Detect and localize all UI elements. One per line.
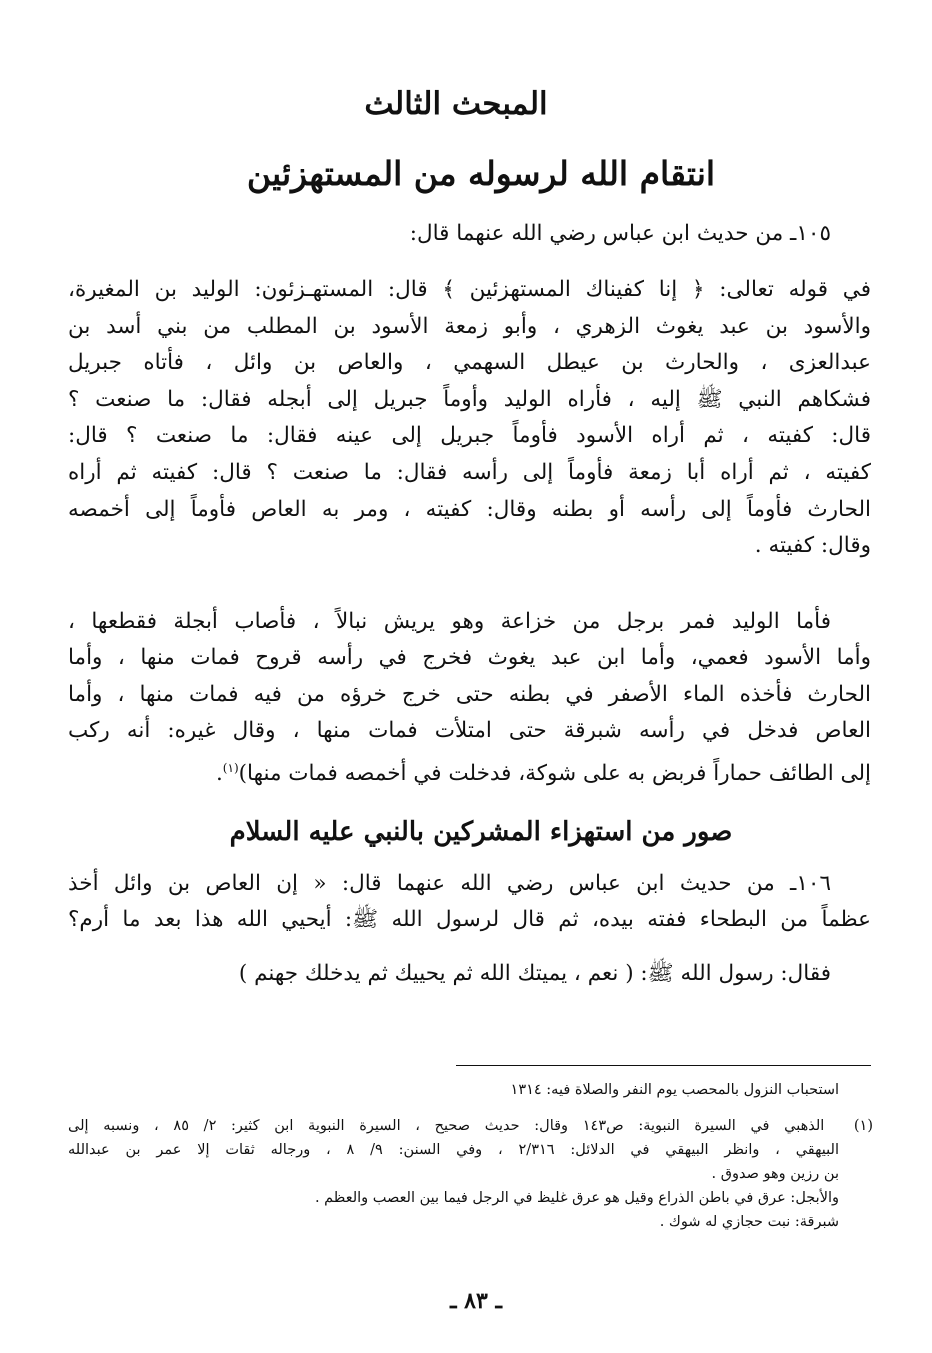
footnote-1-line: البيهقي ، وانظر البيهقي في الدلائل: ٢/٣١٦ ، وفي السنن: ٩/ ٨ ، ورجاله ثقات إلا عمر بن عبدالله — [68, 1142, 839, 1158]
hadith-105-line: فشكاهم النبي ﷺ إليه ، فأراه الوليد وأوماً جبريل إلى أبجله فقال: ما صنعت ؟ — [68, 386, 871, 412]
footnote-carryover: استحباب النزول بالمحصب يوم النفر والصلاة فيه: ١٣١٤ — [510, 1082, 839, 1098]
hadith-105-line: وقال: كفيته . — [754, 533, 871, 559]
page-number: ـ ٨٣ ـ — [450, 1288, 502, 1314]
footnote-1-text: الذهبي في السيرة النبوية: ص١٤٣ وقال: حديث صحيح ، السيرة النبوية ابن كثير: ٢/ ٨٥ ، ونسبه إلى — [68, 1118, 825, 1134]
hadith-106-line: عظماً من البطحاء ففته بيده، ثم قال لرسول الله ﷺ: أيحيي الله هذا بعد ما أرم؟ — [68, 907, 871, 932]
hadith-105-intro-block — [68, 214, 871, 254]
hadith-105-outcome — [68, 604, 871, 786]
subheading: صور من استهزاء المشركين بالنبي عليه السلام — [229, 817, 733, 847]
hadith-106-line: ١٠٦ـ من حديث ابن عباس رضي الله عنهما قال: « إن العاص بن وائل أخذ — [68, 871, 831, 896]
outcome-last-line — [68, 750, 871, 786]
hadith-105-line: في قوله تعالى: ﴿ إنا كفيناك المستهزئين ﴾ قال: المستهـزئون: الوليد بن المغيرة، — [68, 277, 871, 302]
hadith-105-body — [68, 272, 871, 565]
outcome-line: فأما الوليد فمر برجل من خزاعة وهو يريش نبالاً ، فأصاب أبجلة فقطعها ، — [68, 609, 831, 634]
footnote-carryover-block — [68, 1078, 873, 1102]
outcome-line: العاص فدخل في رأسه شبرقة حتى امتلأت فمات منها ، وقال غيره: أنه ركب — [68, 718, 871, 744]
outcome-line: الحارث فأخذه الماء الأصفر في بطنه حتى خرج خرؤه من فيه فمات منها ، وأما — [68, 681, 871, 707]
hadith-105-line: كفيته ، ثم أراه أبا زمعة فأوماً إلى رأسه فقال: ما صنعت ؟ قال: كفيته ثم أراه — [68, 459, 871, 485]
section-title: المبحث الثالث — [364, 86, 548, 122]
hadith-106-body — [68, 866, 871, 938]
hadith-106-reply-block — [68, 952, 871, 996]
footnote-separator — [456, 1065, 871, 1066]
hadith-106-reply: فقال: رسول الله ﷺ: ( نعم ، يميتك الله ثم يحييك ثم يدخلك جهنم ) — [238, 961, 831, 986]
hadith-105-line: الحارث فأوماً إلى رأسه أو بطنه وقال: كفيته ، ومر به العاص فأوماً إلى أخمصه — [68, 496, 871, 522]
footnote-1-first-line — [68, 1114, 873, 1138]
footnote-gloss: والأبجل: عرق في باطن الذراع وقيل هو عرق غليظ في الرجل فيما بين العصب والعظم . — [314, 1190, 839, 1206]
hadith-105-line: قال: كفيته ، ثم أراه الأسود فأوماً جبريل إلى عينه فقال: ما صنعت ؟ قال: — [68, 423, 871, 449]
footnote-1 — [68, 1114, 873, 1234]
footnote-1-number: (١) — [853, 1118, 873, 1134]
outcome-end: . — [215, 760, 223, 786]
hadith-105-line: والأسود بن عبد يغوث الزهري ، وأبو زمعة الأسود بن المطلب من بني أسد بن — [68, 313, 871, 339]
hadith-105-line: عبدالعزى ، والحارث بن عيطل السهمي ، والعاص بن وائل ، فأتاه جبريل — [68, 350, 871, 376]
outcome-line: وأما الأسود فعمي، وأما ابن عبد يغوث فخرج في رأسه قروح فمات منها ، وأما — [68, 645, 871, 671]
footnote-gloss: شبرقة: نبت حجازي له شوك . — [659, 1214, 839, 1230]
hadith-105-intro: ١٠٥ـ من حديث ابن عباس رضي الله عنهما قال: — [409, 221, 831, 246]
chapter-title: انتقام الله لرسوله من المستهزئين — [246, 154, 716, 193]
footnote-1-line: بن رزين وهو صدوق . — [711, 1166, 839, 1182]
outcome-line-text: إلى الطائف حماراً فربض به على شوكة، فدخلت في أخمصه فمات منها) — [238, 760, 871, 786]
footnote-ref: (١) — [222, 760, 239, 775]
